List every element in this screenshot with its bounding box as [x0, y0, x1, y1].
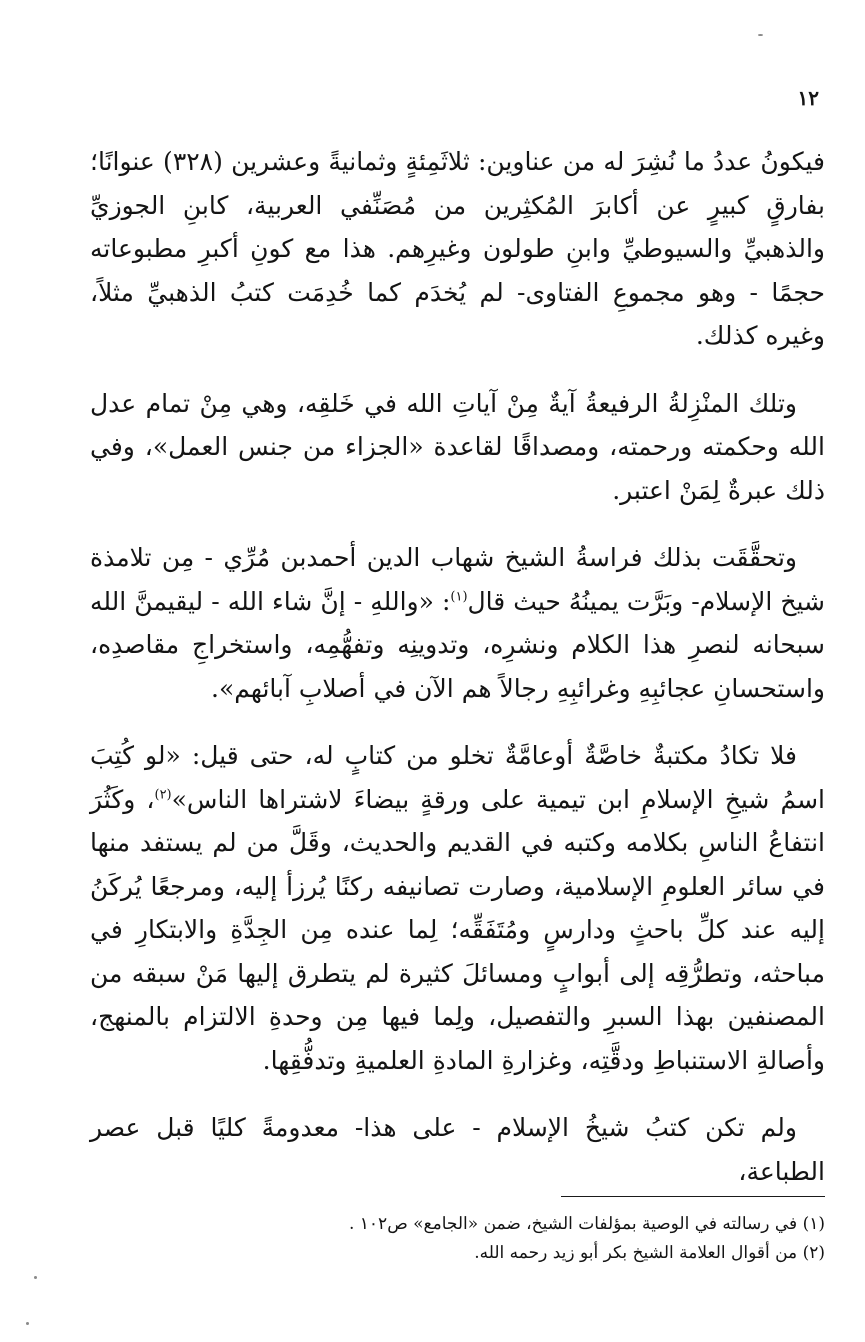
paragraph-4: [90, 734, 825, 1082]
body-text: [90, 140, 825, 1193]
paragraph-4-text-before: فلا تكادُ مكتبةٌ خاصَّةٌ أوعامَّةٌ تخلو من كتابٍ له، حتى قيل: «لو كُتِبَ اسمُ شيخِ الإسلامِ ابن تيمية على ورقةٍ بيضاءَ لاشتراها الناس»: [90, 741, 825, 814]
page-number: ١٢: [797, 86, 819, 110]
footnote-2: (٢) من أقوال العلامة الشيخ بكر أبو زيد رحمه الله.: [474, 1243, 825, 1263]
paragraph-5: ولم تكن كتبُ شيخُ الإسلام - على هذا- معدومةً كليًا قبل عصر الطباعة،: [90, 1113, 825, 1186]
paragraph-3-text-before: وتحقَّقَت بذلك فراسةُ الشيخ شهاب الدين أحمدبن مُرِّي - مِن تلامذة شيخ الإسلام- وبَرَّت يمينُهُ حيث قال: [90, 543, 825, 616]
footnotes: [200, 1210, 825, 1268]
paragraph-3-text-after: : «واللهِ - إنَّ شاء الله - ليقيمنَّ الله سبحانه لنصرِ هذا الكلام ونشرِه، وتدوينِه وتفهُّمِه، واستخراجِ مقاصدِه، واستحسانِ عجائبِهِ وغرائبِهِ رجالاً هم الآن في أصلابِ آبائهم».: [90, 586, 825, 703]
scan-speck: [758, 34, 763, 36]
paragraph-3: [90, 536, 825, 710]
scan-speck: [34, 1276, 37, 1279]
paragraph-1: فيكونُ عددُ ما نُشِرَ له من عناوين: ثلاثَمِئةٍ وثمانيةً وعشرين (٣٢٨) عنوانًا؛ بفارقٍ كبيرٍ عن أكابرَ المُكثِرين من مُصَنِّفي العربية، كابنِ الجوزيِّ والذهبيِّ والسيوطيِّ وابنِ طولون وغيرِهم. هذا مع كونِ أكبرِ مطبوعاته حجمًا - وهو مجموعِ الفتاوى- لم يُخدَم كما خُدِمَت كتبُ الذهبيِّ مثلاً، وغيره كذلك.: [90, 147, 826, 350]
footnote-separator: [561, 1196, 825, 1197]
paragraph-4-text-after: ، وكَثُرَ انتفاعُ الناسِ بكلامه وكتبه في القديم والحديث، وقَلَّ من لم يستفد منها في سائر العلومِ الإسلامية، وصارت تصانيفه ركنًا يُرزأ إليه، ومرجعًا يُركَنُ إليه عند كلِّ باحثٍ ودارسٍ ومُتَفَقِّه؛ لِما عنده مِن الجِدَّةِ والابتكارِ في مباحثه، وتطرُّقِه إلى أبوابٍ ومسائلَ كثيرة لم يتطرق إليها مَنْ سبقه من المصنفين بهذا السبرِ والتفصيل، ولِما فيها مِن وحدةِ الالتزام بالمنهج، وأصالةِ الاستنباطِ ودقَّتِه، وغزارةِ المادةِ العلميةِ وتدفُّقِها.: [90, 784, 825, 1075]
footnote-marker-2: (٢): [154, 787, 172, 803]
footnote-1: (١) في رسالته في الوصية بمؤلفات الشيخ، ضمن «الجامع» ص١٠٢ .: [348, 1214, 825, 1234]
footnote-marker-1: (١): [450, 589, 468, 605]
scan-speck: [26, 1322, 29, 1325]
paragraph-2: وتلك المنْزِلةُ الرفيعةُ آيةٌ مِنْ آياتِ الله في خَلقِه، وهي مِنْ تمام عدل الله وحكمته ورحمته، ومصداقًا لقاعدة «الجزاء من جنس العمل»، وفي ذلك عبرةٌ لِمَنْ اعتبر.: [90, 388, 825, 505]
